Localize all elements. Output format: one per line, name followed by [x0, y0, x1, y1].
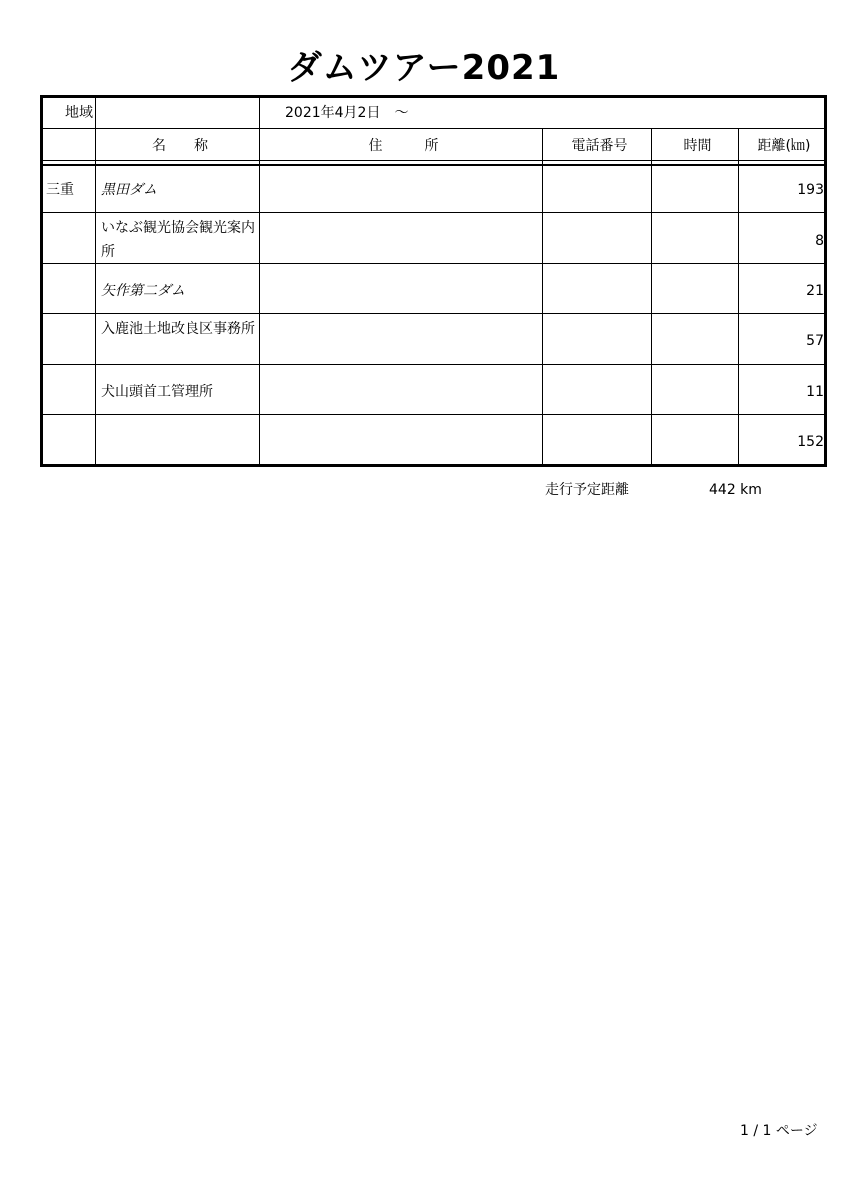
grid-line [259, 98, 260, 464]
column-header-time: 時間 [683, 138, 712, 154]
row-distance: 193 [797, 182, 824, 198]
grid-line [43, 414, 824, 415]
row-name: 入鹿池土地改良区事務所 [101, 321, 255, 337]
grid-line [542, 128, 543, 464]
grid-line [43, 160, 824, 161]
dam-tour-table [40, 95, 827, 467]
grid-line [43, 364, 824, 365]
region-header: 地域 [65, 105, 93, 121]
grid-line [43, 313, 824, 314]
document-title: ダムツアー2021 [287, 48, 561, 88]
row-name: 犬山頭首工管理所 [101, 384, 213, 400]
grid-line [651, 128, 652, 464]
row-distance: 152 [797, 434, 824, 450]
row-distance: 8 [815, 233, 824, 249]
grid-line [43, 263, 824, 264]
grid-line [43, 212, 824, 213]
grid-line [43, 128, 824, 129]
planned-distance-value: 442 km [709, 482, 762, 498]
grid-line [43, 164, 824, 166]
row-name: いなぶ観光協会観光案内所 [101, 220, 255, 260]
grid-line [95, 98, 96, 464]
page-number: 1 / 1 ページ [740, 1123, 818, 1139]
row-name: 矢作第二ダム [101, 283, 185, 299]
column-header-distance: 距離(㎞) [757, 138, 811, 154]
row-distance: 11 [806, 384, 824, 400]
grid-line [738, 128, 739, 464]
row-distance: 57 [806, 333, 824, 349]
row-name: 黒田ダム [101, 182, 157, 198]
row-region: 三重 [46, 182, 74, 198]
tour-date: 2021年4月2日 ～ [285, 105, 409, 121]
row-distance: 21 [806, 283, 824, 299]
column-header-phone: 電話番号 [571, 138, 628, 154]
planned-distance-label: 走行予定距離 [545, 482, 629, 498]
column-header-name: 名 称 [152, 138, 208, 154]
column-header-address: 住 所 [368, 138, 439, 154]
